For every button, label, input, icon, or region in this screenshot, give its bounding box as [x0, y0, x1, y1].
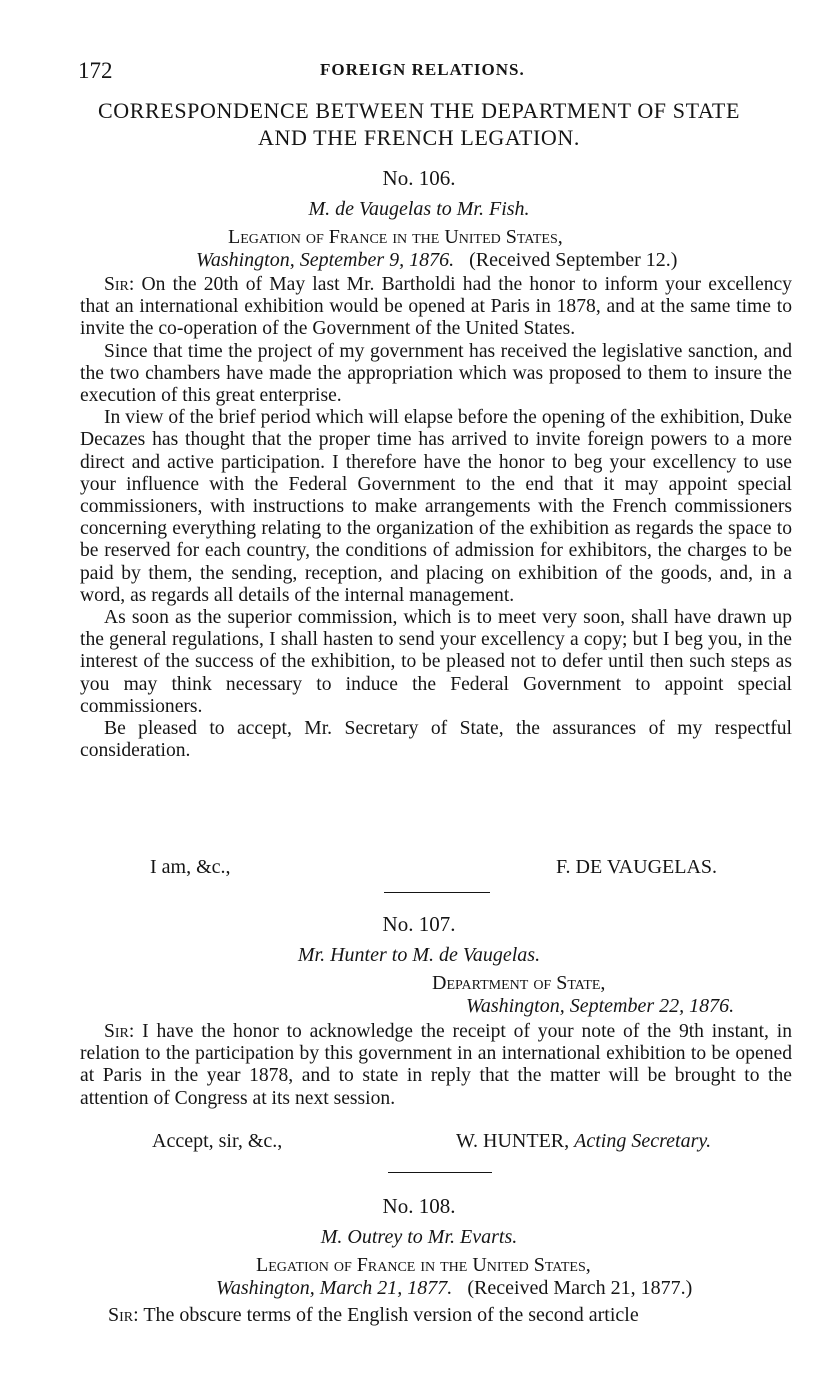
doc107-body [80, 1021, 792, 1110]
doc106-paragraph-1-text: On the 20th of May last Mr. Bartholdi had the honor to inform your excellency that an international exhibition would be opened at Paris in 1878, and at the same time to invite the co-operation of the Government of the United States. [80, 274, 792, 340]
doc106-received: (Received September 12.) [469, 249, 678, 271]
section-divider-2 [388, 1172, 492, 1173]
doc107-signature-name: W. HUNTER, [456, 1130, 570, 1152]
doc107-heading: Mr. Hunter to M. de Vaugelas. [297, 944, 541, 966]
doc108-paragraph-text: The obscure terms of the English version of the second article [143, 1304, 639, 1326]
doc107-closing: Accept, sir, &c., [152, 1130, 283, 1152]
doc106-salutation: Sir: [104, 274, 135, 295]
section-divider-1 [384, 892, 490, 893]
doc107-salutation: Sir: [104, 1021, 135, 1042]
doc107-signature-title: Acting Secretary. [574, 1130, 712, 1152]
doc108-paragraph [108, 1304, 639, 1327]
doc108-from-line: Legation of France in the United States, [256, 1254, 591, 1276]
doc106-number: No. 106. [382, 166, 456, 190]
doc108-heading: M. Outrey to Mr. Evarts. [320, 1226, 518, 1248]
doc108-dateline [216, 1277, 692, 1300]
doc106-dateline [196, 249, 677, 272]
doc108-place-date: Washington, March 21, 1877. [216, 1277, 453, 1299]
doc106-paragraph-3: In view of the brief period which will elapse before the opening of the exhibition, Duke Decazes has thought that the proper time has arrived to invite foreign powers to a more direct and active participation. I therefore have the honor to beg your excellency to use your influence with the Federal Government to the end that it may appoint special commissioners, with instructions to make arrangements with the French commissioners concerning everything relating to the organization of the exhibition as regards the space to be reserved for each country, the conditions of admission for exhibitors, the charges to be paid by them, the sending, reception, and placing on exhibition of the goods, and, in a word, as regards all details of the internal management. [80, 407, 792, 606]
doc107-place-date: Washington, September 22, 1876. [466, 995, 735, 1017]
section-title-line-1: CORRESPONDENCE BETWEEN THE DEPARTMENT OF STATE [98, 98, 740, 123]
doc107-number: No. 107. [382, 912, 456, 936]
doc106-signature: F. DE VAUGELAS. [556, 856, 718, 878]
doc108-salutation: Sir: [108, 1304, 139, 1326]
doc108-received: (Received March 21, 1877.) [467, 1277, 693, 1299]
doc106-paragraph-5: Be pleased to accept, Mr. Secretary of State, the assurances of my respectful consideration. [80, 718, 792, 762]
doc107-signature [456, 1130, 711, 1153]
doc106-closing: I am, &c., [150, 856, 231, 878]
doc107-paragraph [80, 1021, 792, 1110]
running-title: FOREIGN RELATIONS. [320, 60, 525, 79]
doc106-body [80, 274, 792, 762]
section-title-line-2: AND THE FRENCH LEGATION. [258, 125, 580, 150]
doc106-place-date: Washington, September 9, 1876. [196, 249, 455, 271]
doc106-heading: M. de Vaugelas to Mr. Fish. [308, 198, 530, 220]
doc106-paragraph-4: As soon as the superior commission, which is to meet very soon, shall have drawn up the general regulations, I shall hasten to send your excellency a copy; but I beg you, in the interest of the success of the exhibition, to be pleased not to defer until then such steps as you may think necessary to induce the Federal Government to appoint special commissioners. [80, 607, 792, 717]
doc106-paragraph-2: Since that time the project of my government has received the legislative sanction, and the two chambers have made the appropriation which was proposed to them to insure the execution of this great enterprise. [80, 340, 792, 407]
doc107-paragraph-text: I have the honor to acknowledge the receipt of your note of the 9th instant, in relation to the participation by this government in an international exhibition to be opened at Paris in the year 1878, and to state in reply that the matter will be brought to the attention of Congress at its next session. [80, 1021, 792, 1109]
doc106-paragraph-1 [80, 274, 792, 341]
page-number: 172 [78, 58, 113, 83]
doc107-from-line: Department of State, [432, 972, 606, 994]
doc108-number: No. 108. [382, 1194, 456, 1218]
doc106-from-line: Legation of France in the United States, [228, 226, 563, 248]
